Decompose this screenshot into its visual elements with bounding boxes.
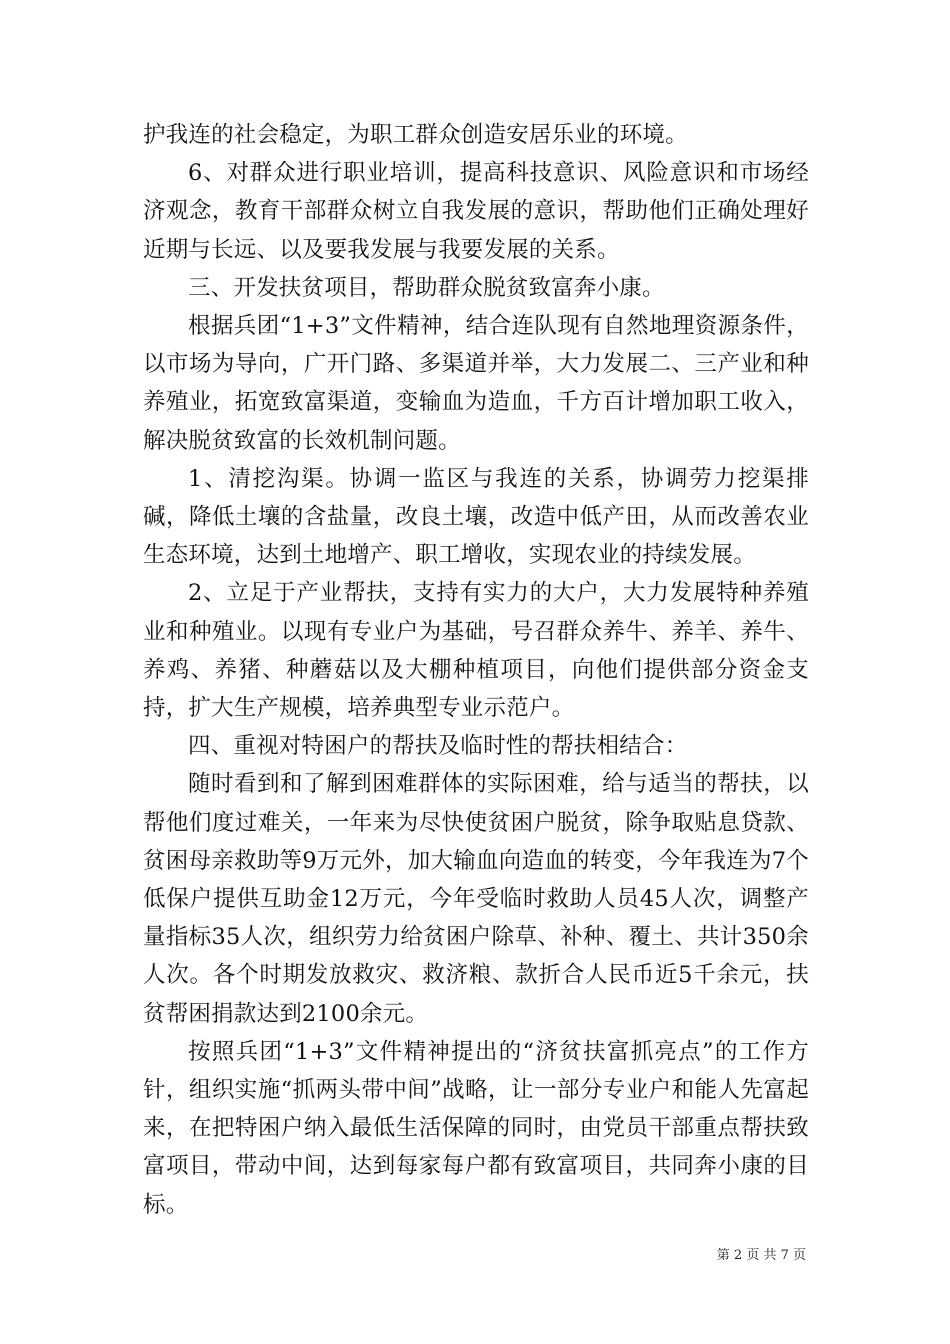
paragraph-4: 根据兵团“1+3”文件精神，结合连队现有自然地理资源条件，以市场为导向，广开门路、多渠道并举，大力发展二、三产业和种养殖业，拓宽致富渠道，变输血为造血，千方百计增加职工收入，解决脱贫致富的长效机制问题。 [143,313,809,454]
paragraph-5: 1、清挖沟渠。协调一监区与我连的关系，协调劳力挖渠排碱，降低土壤的含盐量，改良土壤，改造中低产田，从而改善农业生态环境，达到土地增产、职工增收，实现农业的持续发展。 [143,465,809,569]
paragraph-9: 按照兵团“1+3”文件精神提出的“济贫扶富抓亮点”的工作方针，组织实施“抓两头带中间”战略，让一部分专业户和能人先富起来，在把特困户纳入最低生活保障的同时，由党员干部重点帮扶致富项目，带动中间，达到每家每户都有致富项目，共同奔小康的目标。 [143,1038,809,1218]
section-heading-3: 三、开发扶贫项目，帮助群众脱贫致富奔小康。 [188,274,665,301]
page-number: 第 2 页 共 7 页 [716,1248,806,1263]
paragraph-6: 2、立足于产业帮扶，支持有实力的大户，大力发展特种养殖业和种殖业。以现有专业户为基础，号召群众养牛、养羊、养牛、养鸡、养猪、种蘑菇以及大棚种植项目，向他们提供部分资金支持，扩大生产规模，培养典型专业示范户。 [143,580,809,722]
paragraph-1: 护我连的社会稳定，为职工群众创造安居乐业的环境。 [143,122,688,148]
section-heading-4: 四、重视对特困户的帮扶及临时性的帮扶相结合： [188,733,688,760]
paragraph-8: 随时看到和了解到困难群体的实际困难，给与适当的帮扶，以帮他们度过难关，一年来为尽快使贫困户脱贫，除争取贴息贷款、贫困母亲救助等9万元外，加大输血向造血的转变，今年我连为7个低保户提供互助金12万元，今年受临时救助人员45人次，调整产量指标35人次，组织劳力给贫困户除草、补种、覆土、共计350余人次。各个时期发放救灾、救济粮、款折合人民币近5千余元，扶贫帮困捐款达到2100余元。 [143,771,809,1027]
paragraph-2: 6、对群众进行职业培训，提高科技意识、风险意识和市场经济观念，教育干部群众树立自我发展的意识，帮助他们正确处理好近期与长远、以及要我发展与我要发展的关系。 [143,160,809,263]
document-body [143,116,809,1224]
